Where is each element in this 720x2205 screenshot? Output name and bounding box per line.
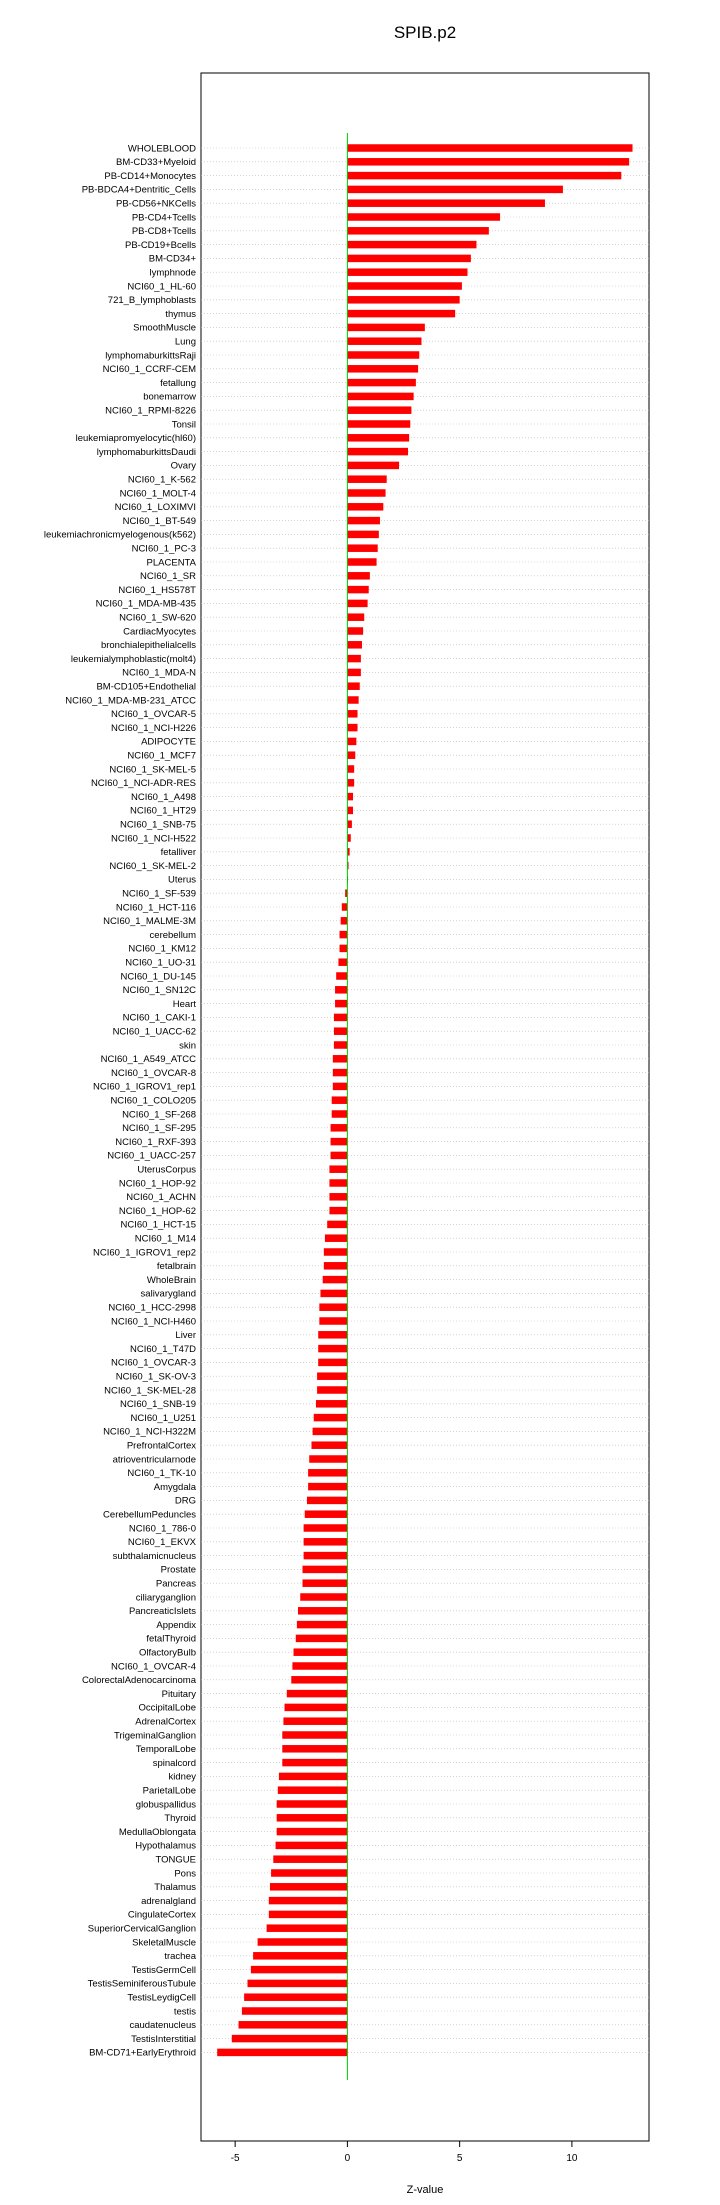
category-label: NCI60_1_NCI-H322M bbox=[103, 1426, 196, 1438]
bar bbox=[333, 1083, 348, 1091]
bar bbox=[329, 1193, 347, 1201]
bar bbox=[347, 420, 410, 428]
category-label: TONGUE bbox=[155, 1854, 196, 1866]
category-label: NCI60_1_SK-MEL-28 bbox=[104, 1385, 196, 1397]
category-label: salivarygland bbox=[140, 1288, 196, 1300]
category-label: Heart bbox=[172, 998, 196, 1010]
bar bbox=[347, 613, 364, 621]
bar bbox=[340, 931, 348, 939]
category-label: NCI60_1_SF-295 bbox=[122, 1123, 196, 1135]
category-label: NCI60_1_SK-MEL-5 bbox=[109, 764, 196, 776]
category-label: TrigeminalGanglion bbox=[113, 1730, 196, 1742]
category-label: Lung bbox=[174, 336, 196, 348]
category-label: skin bbox=[179, 1040, 196, 1052]
bar bbox=[347, 172, 621, 180]
category-label: NCI60_1_SF-539 bbox=[122, 888, 196, 900]
bar bbox=[347, 241, 476, 249]
bar bbox=[296, 1635, 348, 1643]
bar bbox=[347, 186, 563, 194]
category-label: NCI60_1_HCT-15 bbox=[120, 1219, 196, 1231]
bar bbox=[347, 503, 383, 511]
category-label: SuperiorCervicalGanglion bbox=[87, 1923, 196, 1935]
bar bbox=[258, 1938, 348, 1946]
bar bbox=[318, 1359, 347, 1367]
bar bbox=[334, 1014, 347, 1022]
category-label: NCI60_1_UACC-62 bbox=[112, 1026, 196, 1038]
chart-title: SPIB.p2 bbox=[393, 23, 457, 42]
category-label: NCI60_1_NCI-H460 bbox=[110, 1316, 196, 1328]
category-label: NCI60_1_OVCAR-3 bbox=[110, 1357, 196, 1369]
bar bbox=[347, 820, 351, 828]
category-label: NCI60_1_DU-145 bbox=[120, 971, 196, 983]
bar bbox=[300, 1593, 347, 1601]
category-label: WholeBrain bbox=[146, 1274, 196, 1286]
category-label: NCI60_1_786-0 bbox=[128, 1523, 196, 1535]
category-label: MedullaOblongata bbox=[118, 1826, 196, 1838]
category-label: Thyroid bbox=[164, 1813, 196, 1825]
category-label: CardiacMyocytes bbox=[123, 626, 196, 638]
bar bbox=[347, 475, 386, 483]
category-label: cerebellum bbox=[149, 929, 196, 941]
category-label: PB-CD8+Tcells bbox=[131, 226, 196, 238]
x-tick-label: 10 bbox=[566, 2153, 578, 2164]
bar bbox=[347, 199, 545, 207]
bar bbox=[347, 213, 500, 221]
bar bbox=[303, 1566, 348, 1574]
category-label: NCI60_1_MALME-3M bbox=[103, 916, 196, 928]
category-label: OccipitalLobe bbox=[138, 1702, 196, 1714]
category-label: NCI60_1_OVCAR-4 bbox=[110, 1661, 196, 1673]
category-label: OlfactoryBulb bbox=[138, 1647, 196, 1659]
bar bbox=[347, 517, 380, 525]
category-label: NCI60_1_UACC-257 bbox=[107, 1150, 196, 1162]
category-label: caudatenucleus bbox=[129, 2020, 196, 2032]
bar bbox=[307, 1497, 347, 1505]
bar bbox=[244, 1993, 347, 2001]
category-label: Amygdala bbox=[153, 1481, 196, 1493]
category-label: NCI60_1_CCRF-CEM bbox=[102, 364, 196, 376]
bar bbox=[251, 1966, 348, 1974]
bar bbox=[347, 779, 354, 787]
bar bbox=[347, 710, 357, 718]
bar bbox=[283, 1717, 347, 1725]
category-label: adrenalgland bbox=[141, 1895, 196, 1907]
bar bbox=[347, 572, 369, 580]
category-label: NCI60_1_ACHN bbox=[126, 1192, 196, 1204]
bar bbox=[323, 1276, 348, 1284]
bar bbox=[270, 1883, 347, 1891]
category-label: CerebellumPeduncles bbox=[103, 1509, 196, 1521]
bar bbox=[347, 310, 455, 318]
category-label: NCI60_1_COLO205 bbox=[110, 1095, 196, 1107]
category-label: fetalbrain bbox=[156, 1261, 196, 1273]
x-axis-label: Z-value bbox=[406, 2184, 444, 2196]
bar bbox=[336, 972, 347, 980]
category-label: NCI60_1_U251 bbox=[130, 1412, 196, 1424]
category-label: NCI60_1_BT-549 bbox=[122, 515, 196, 527]
category-label: TestisSeminiferousTubule bbox=[87, 1978, 196, 1990]
bar bbox=[347, 627, 363, 635]
category-label: SkeletalMuscle bbox=[132, 1937, 196, 1949]
category-label: bronchialepithelialcells bbox=[100, 640, 196, 652]
bar bbox=[269, 1911, 348, 1919]
category-label: TestisInterstitial bbox=[131, 2033, 196, 2045]
category-label: NCI60_1_SK-MEL-2 bbox=[109, 860, 196, 872]
bar bbox=[273, 1855, 347, 1863]
bar bbox=[347, 682, 359, 690]
bar bbox=[347, 296, 459, 304]
category-label: NCI60_1_HCC-2998 bbox=[108, 1302, 196, 1314]
bar bbox=[276, 1842, 348, 1850]
category-label: ciliaryganglion bbox=[135, 1592, 196, 1604]
bar bbox=[347, 807, 353, 815]
bar bbox=[347, 558, 376, 566]
bar bbox=[347, 268, 467, 276]
category-label: NCI60_1_NCI-H522 bbox=[110, 833, 196, 845]
bar bbox=[319, 1303, 347, 1311]
bar bbox=[347, 406, 411, 414]
bar bbox=[320, 1290, 347, 1298]
bar bbox=[317, 1386, 347, 1394]
category-label: NCI60_1_OVCAR-8 bbox=[110, 1067, 196, 1079]
category-label: NCI60_1_SK-OV-3 bbox=[115, 1371, 196, 1383]
category-label: Pancreas bbox=[155, 1578, 196, 1590]
bar bbox=[292, 1662, 347, 1670]
bar bbox=[311, 1441, 347, 1449]
category-label: NCI60_1_MCF7 bbox=[127, 750, 196, 762]
category-label: NCI60_1_MDA-MB-435 bbox=[95, 598, 196, 610]
bar bbox=[277, 1800, 348, 1808]
bar bbox=[347, 738, 356, 746]
category-label: NCI60_1_LOXIMVI bbox=[114, 502, 196, 514]
category-label: NCI60_1_KM12 bbox=[128, 943, 196, 955]
bar bbox=[329, 1207, 347, 1215]
bar bbox=[334, 1027, 347, 1035]
category-label: NCI60_1_HOP-62 bbox=[118, 1205, 196, 1217]
bar bbox=[331, 1152, 348, 1160]
bar bbox=[347, 255, 470, 263]
category-label: NCI60_1_MDA-MB-231_ATCC bbox=[65, 695, 196, 707]
category-label: BM-CD71+EarlyErythroid bbox=[89, 2047, 196, 2059]
category-label: NCI60_1_A498 bbox=[131, 791, 196, 803]
bar bbox=[341, 917, 348, 925]
bar bbox=[338, 958, 347, 966]
bar bbox=[332, 1096, 348, 1104]
bar bbox=[347, 351, 419, 359]
bar bbox=[347, 379, 415, 387]
bar bbox=[329, 1179, 347, 1187]
bar bbox=[305, 1510, 348, 1518]
category-label: SmoothMuscle bbox=[133, 322, 196, 334]
category-label: NCI60_1_MOLT-4 bbox=[119, 488, 196, 500]
category-label: NCI60_1_SW-620 bbox=[119, 612, 196, 624]
category-label: atrioventricularnode bbox=[112, 1454, 196, 1466]
category-label: UterusCorpus bbox=[137, 1164, 196, 1176]
bar bbox=[316, 1400, 347, 1408]
bar bbox=[347, 365, 418, 373]
category-label: NCI60_1_PC-3 bbox=[131, 543, 196, 555]
category-label: lymphomaburkittsDaudi bbox=[96, 446, 196, 458]
category-label: DRG bbox=[174, 1495, 196, 1507]
bar bbox=[347, 393, 413, 401]
bar bbox=[247, 1980, 347, 1988]
bar bbox=[347, 793, 353, 801]
category-label: CingulateCortex bbox=[127, 1909, 196, 1921]
category-label: NCI60_1_SNB-75 bbox=[119, 819, 196, 831]
bar bbox=[347, 227, 488, 235]
category-label: Thalamus bbox=[154, 1882, 196, 1894]
bar bbox=[347, 641, 362, 649]
bar bbox=[347, 144, 632, 152]
category-label: Tonsil bbox=[171, 419, 196, 431]
category-label: NCI60_1_TK-10 bbox=[127, 1468, 196, 1480]
category-label: BM-CD105+Endothelial bbox=[96, 681, 196, 693]
bar bbox=[347, 765, 354, 773]
x-tick-label: 0 bbox=[344, 2153, 351, 2164]
category-label: leukemiachronicmyelogenous(k562) bbox=[43, 529, 196, 541]
category-label: lymphnode bbox=[149, 267, 196, 279]
category-label: NCI60_1_CAKI-1 bbox=[122, 1012, 196, 1024]
category-label: fetallung bbox=[160, 377, 196, 389]
category-label: ColorectalAdenocarcinoma bbox=[81, 1675, 196, 1687]
category-label: lymphomaburkittsRaji bbox=[105, 350, 196, 362]
bar bbox=[347, 324, 424, 332]
bar bbox=[277, 1828, 348, 1836]
bar bbox=[347, 434, 409, 442]
bar bbox=[297, 1621, 348, 1629]
category-label: NCI60_1_HCT-116 bbox=[115, 902, 196, 914]
category-label: NCI60_1_UO-31 bbox=[125, 957, 196, 969]
category-label: PB-BDCA4+Dentritic_Cells bbox=[81, 184, 196, 196]
bar bbox=[347, 489, 385, 497]
bar bbox=[217, 2049, 347, 2057]
bar bbox=[309, 1455, 347, 1463]
bar bbox=[304, 1538, 348, 1546]
bar bbox=[324, 1248, 348, 1256]
category-label: Prostate bbox=[160, 1564, 196, 1576]
bar bbox=[347, 655, 360, 663]
bar bbox=[347, 600, 367, 608]
category-label: AdrenalCortex bbox=[135, 1716, 196, 1728]
bar bbox=[347, 531, 378, 539]
category-label: NCI60_1_NCI-ADR-RES bbox=[90, 778, 196, 790]
category-label: NCI60_1_RXF-393 bbox=[115, 1136, 196, 1148]
category-label: Pituitary bbox=[161, 1688, 196, 1700]
bar bbox=[335, 1000, 347, 1008]
category-label: NCI60_1_SF-268 bbox=[122, 1109, 196, 1121]
bar bbox=[335, 986, 347, 994]
category-label: NCI60_1_MDA-N bbox=[122, 667, 196, 679]
bar bbox=[232, 2035, 348, 2043]
category-label: spinalcord bbox=[152, 1757, 196, 1769]
bar bbox=[298, 1607, 347, 1615]
bar bbox=[239, 2021, 348, 2029]
category-label: NCI60_1_SNB-19 bbox=[119, 1399, 196, 1411]
category-label: PB-CD14+Monocytes bbox=[104, 170, 196, 182]
category-label: Uterus bbox=[168, 874, 196, 886]
category-label: globuspallidus bbox=[135, 1799, 196, 1811]
category-label: trachea bbox=[164, 1951, 196, 1963]
category-label: WHOLEBLOOD bbox=[127, 143, 196, 155]
bar bbox=[282, 1745, 347, 1753]
bar bbox=[333, 1069, 348, 1077]
category-label: PLACENTA bbox=[146, 557, 196, 569]
bar bbox=[347, 158, 629, 166]
category-label: NCI60_1_HL-60 bbox=[127, 281, 196, 293]
bar bbox=[269, 1897, 348, 1905]
bar bbox=[285, 1704, 348, 1712]
bar bbox=[327, 1221, 347, 1229]
bar bbox=[347, 337, 421, 345]
category-label: Hypothalamus bbox=[135, 1840, 196, 1852]
bar bbox=[308, 1469, 347, 1477]
bar bbox=[278, 1786, 348, 1794]
bar bbox=[318, 1331, 347, 1339]
bar bbox=[303, 1579, 348, 1587]
category-label: NCI60_1_RPMI-8226 bbox=[105, 405, 196, 417]
bar bbox=[314, 1414, 348, 1422]
bar bbox=[304, 1552, 348, 1560]
category-label: subthalamicnucleus bbox=[112, 1550, 196, 1562]
bar bbox=[331, 1138, 348, 1146]
category-label: kidney bbox=[168, 1771, 196, 1783]
category-label: NCI60_1_EKVX bbox=[127, 1537, 196, 1549]
category-label: NCI60_1_A549_ATCC bbox=[100, 1054, 196, 1066]
category-label: ADIPOCYTE bbox=[141, 736, 196, 748]
bar bbox=[331, 1124, 348, 1132]
category-label: NCI60_1_HT29 bbox=[129, 805, 196, 817]
category-label: fetalliver bbox=[160, 847, 196, 859]
bar bbox=[271, 1869, 347, 1877]
category-label: ParietalLobe bbox=[142, 1785, 196, 1797]
bar bbox=[347, 724, 357, 732]
category-label: NCI60_1_IGROV1_rep2 bbox=[93, 1247, 196, 1259]
category-label: NCI60_1_SN12C bbox=[122, 985, 196, 997]
bar bbox=[332, 1110, 348, 1118]
bar bbox=[277, 1814, 348, 1822]
category-label: leukemialymphoblastic(molt4) bbox=[70, 653, 196, 665]
category-label: PrefrontalCortex bbox=[126, 1440, 196, 1452]
bar bbox=[291, 1676, 347, 1684]
bar bbox=[342, 903, 348, 911]
bar bbox=[304, 1524, 348, 1532]
bar bbox=[347, 834, 350, 842]
bar bbox=[347, 751, 355, 759]
category-label: BM-CD34+ bbox=[148, 253, 196, 265]
bar bbox=[347, 696, 358, 704]
category-label: NCI60_1_HS578T bbox=[118, 584, 196, 596]
bar bbox=[347, 282, 461, 290]
bar bbox=[279, 1773, 347, 1781]
category-label: PB-CD19+Bcells bbox=[124, 239, 196, 251]
category-label: bonemarrow bbox=[143, 391, 196, 403]
category-label: fetalThyroid bbox=[146, 1633, 196, 1645]
bar bbox=[282, 1759, 347, 1767]
category-label: BM-CD33+Myeloid bbox=[116, 157, 196, 169]
bar bbox=[313, 1428, 348, 1436]
bar bbox=[334, 1041, 347, 1049]
bar bbox=[308, 1483, 347, 1491]
category-label: NCI60_1_SR bbox=[140, 571, 196, 583]
category-label: NCI60_1_IGROV1_rep1 bbox=[93, 1081, 196, 1093]
bar bbox=[329, 1165, 347, 1173]
bar bbox=[253, 1952, 347, 1960]
x-tick-label: -5 bbox=[230, 2153, 240, 2164]
bar bbox=[318, 1345, 347, 1353]
category-label: Liver bbox=[175, 1330, 196, 1342]
bar bbox=[347, 448, 408, 456]
category-label: NCI60_1_OVCAR-5 bbox=[110, 709, 196, 721]
bar bbox=[333, 1055, 348, 1063]
category-label: TestisLeydigCell bbox=[127, 1992, 196, 2004]
category-label: testis bbox=[173, 2006, 196, 2018]
bar bbox=[347, 544, 377, 552]
bar bbox=[294, 1648, 348, 1656]
category-label: Ovary bbox=[170, 460, 196, 472]
category-label: NCI60_1_K-562 bbox=[127, 474, 196, 486]
bar bbox=[267, 1924, 348, 1932]
category-label: NCI60_1_T47D bbox=[129, 1343, 196, 1355]
category-label: TemporalLobe bbox=[135, 1744, 196, 1756]
category-label: NCI60_1_M14 bbox=[134, 1233, 196, 1245]
bar bbox=[325, 1234, 347, 1242]
bar bbox=[324, 1262, 348, 1270]
category-label: 721_B_lymphoblasts bbox=[107, 295, 196, 307]
bar bbox=[282, 1731, 347, 1739]
category-label: NCI60_1_HOP-92 bbox=[118, 1178, 196, 1190]
category-label: leukemiapromyelocytic(hl60) bbox=[75, 433, 196, 445]
category-label: PB-CD4+Tcells bbox=[131, 212, 196, 224]
bar bbox=[317, 1372, 347, 1380]
category-label: Appendix bbox=[156, 1619, 196, 1631]
category-label: PB-CD56+NKCells bbox=[116, 198, 196, 210]
category-label: TestisGermCell bbox=[131, 1964, 196, 1976]
bar bbox=[347, 586, 368, 594]
category-label: thymus bbox=[165, 308, 196, 320]
bar bbox=[347, 669, 360, 677]
bar bbox=[319, 1317, 347, 1325]
category-label: NCI60_1_NCI-H226 bbox=[110, 722, 196, 734]
bar bbox=[287, 1690, 348, 1698]
bar bbox=[347, 462, 399, 470]
x-tick-label: 5 bbox=[456, 2153, 463, 2164]
category-label: PancreaticIslets bbox=[128, 1606, 196, 1618]
category-label: Pons bbox=[174, 1868, 196, 1880]
bar bbox=[340, 945, 348, 953]
bar bbox=[242, 2007, 348, 2015]
